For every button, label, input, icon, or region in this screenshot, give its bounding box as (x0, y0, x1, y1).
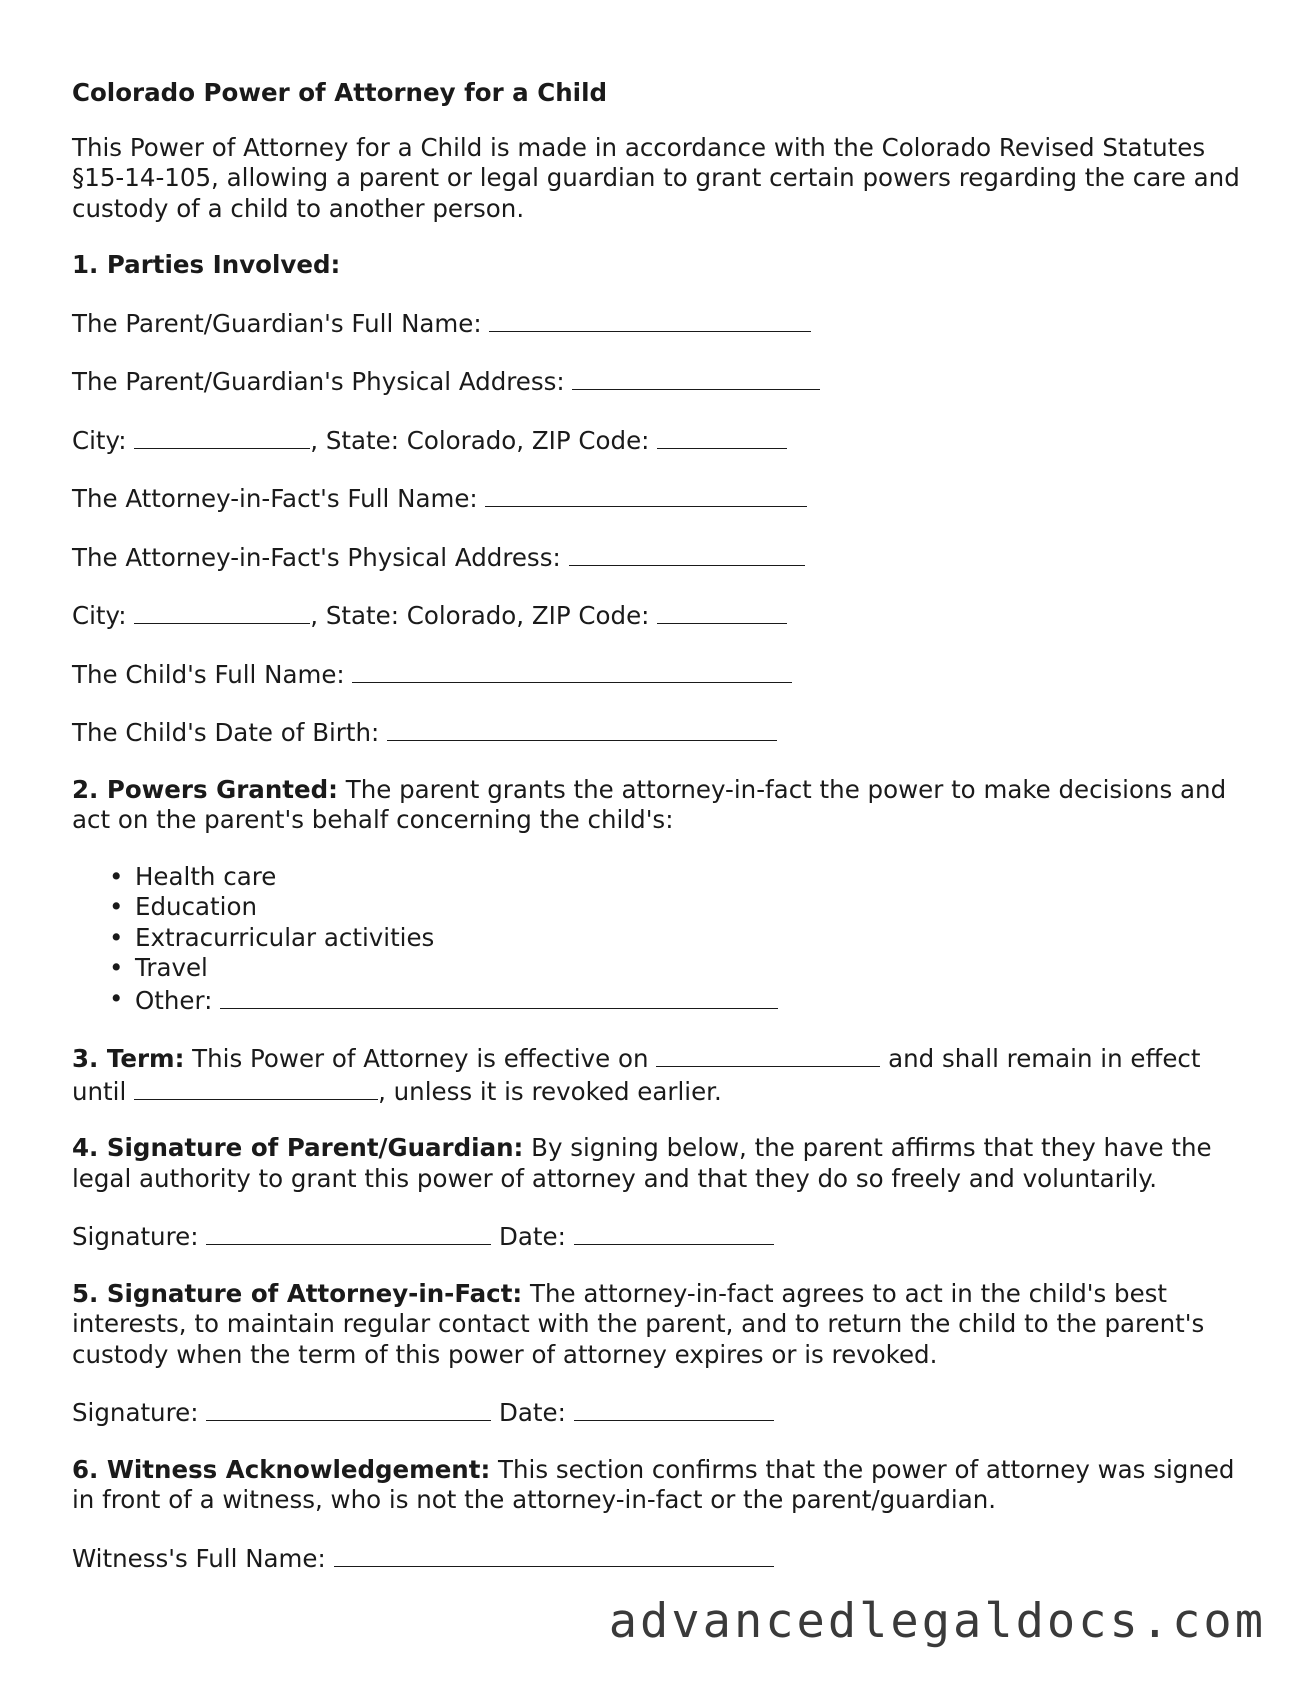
witness-name-label: Witness's Full Name: (72, 1543, 326, 1573)
list-item (135, 892, 1252, 923)
attorney-name-field (72, 482, 1252, 515)
signature-label: Signature: (72, 1398, 199, 1427)
child-name-blank[interactable] (352, 658, 792, 683)
parent-signature-blank[interactable] (206, 1220, 491, 1245)
attorney-signature-date-blank[interactable] (574, 1396, 774, 1421)
parent-name-blank[interactable] (489, 307, 811, 332)
witness-name-field (72, 1542, 1252, 1575)
section6-heading: 6. Witness Acknowledgement: (72, 1454, 491, 1484)
section2-heading: 2. Powers Granted: (72, 774, 338, 804)
list-item (135, 862, 1252, 893)
effective-date-blank[interactable] (656, 1042, 880, 1067)
document-title: Colorado Power of Attorney for a Child (72, 78, 608, 107)
child-dob-label: The Child's Date of Birth: (72, 718, 380, 747)
section6-text: This section confirms that the power of attorney was signed in front of a witness, who is not the attorney-in-fact or the parent/guardian. (72, 1454, 1235, 1514)
power-travel: Travel (135, 953, 208, 982)
section4-paragraph (72, 1133, 1252, 1194)
parent-address-blank[interactable] (572, 365, 820, 390)
section4-heading: 4. Signature of Parent/Guardian: (72, 1133, 524, 1162)
parent-city-zip-field (72, 424, 1252, 457)
section5-heading: 5. Signature of Attorney-in-Fact: (72, 1278, 523, 1308)
attorney-address-blank[interactable] (569, 541, 805, 566)
section5-paragraph (72, 1279, 1252, 1371)
child-dob-blank[interactable] (387, 716, 777, 741)
document-page (72, 78, 1252, 1600)
child-dob-field (72, 716, 1252, 749)
section5-text: The attorney-in-fact agrees to act in the child's best interests, to maintain regular contact with the parent, and to return the child to the parent's custody when the term of this power of attorney expires or is revoked. (72, 1278, 1205, 1369)
section1-heading: 1. Parties Involved: (72, 250, 341, 279)
city-label: City: (72, 425, 127, 455)
attorney-city-blank[interactable] (134, 599, 310, 624)
attorney-signature-blank[interactable] (206, 1396, 491, 1421)
section3-paragraph (72, 1042, 1252, 1107)
power-other: Other: (135, 985, 213, 1015)
intro-paragraph: This Power of Attorney for a Child is made in accordance with the Colorado Revised Statutes §15-14-105, allowing a parent or legal guardian to grant certain powers regarding the care and custody of a child to another person. (72, 132, 1240, 223)
power-extracurricular: Extracurricular activities (135, 922, 435, 952)
attorney-signature-field (72, 1396, 1252, 1429)
end-date-blank[interactable] (134, 1075, 378, 1100)
parent-address-label: The Parent/Guardian's Physical Address: (72, 367, 565, 396)
section3-text-c: , unless it is revoked earlier. (378, 1076, 722, 1106)
city-label: City: (72, 601, 127, 630)
section4-text: By signing below, the parent affirms that they have the legal authority to grant this power of attorney and that they do so freely and voluntarily. (72, 1133, 1212, 1193)
child-name-field (72, 658, 1252, 691)
list-item (135, 984, 1252, 1017)
section2-text: The parent grants the attorney-in-fact the power to make decisions and act on the parent's behalf concerning the child's: (72, 774, 1227, 834)
attorney-name-blank[interactable] (485, 482, 807, 507)
parent-name-label: The Parent/Guardian's Full Name: (72, 308, 482, 338)
state-zip-label: , State: Colorado, ZIP Code: (310, 425, 650, 455)
state-zip-label: , State: Colorado, ZIP Code: (310, 601, 650, 630)
attorney-address-label: The Attorney-in-Fact's Physical Address: (72, 542, 561, 572)
power-health-care: Health care (135, 861, 277, 891)
section2-paragraph (72, 775, 1252, 836)
parent-name-field (72, 307, 1252, 340)
list-item (135, 953, 1252, 984)
parent-address-field (72, 365, 1252, 398)
section3-text-b: and shall remain in effect until (72, 1044, 1201, 1106)
power-other-blank[interactable] (220, 984, 778, 1009)
section3-heading: 3. Term: (72, 1044, 185, 1073)
power-education: Education (135, 892, 257, 921)
date-label: Date: (499, 1222, 566, 1251)
powers-list (72, 862, 1252, 1017)
parent-city-blank[interactable] (134, 424, 310, 449)
list-item (135, 923, 1252, 954)
child-name-label: The Child's Full Name: (72, 659, 345, 689)
witness-name-blank[interactable] (334, 1542, 774, 1567)
attorney-address-field (72, 541, 1252, 574)
attorney-zip-blank[interactable] (657, 599, 787, 624)
parent-signature-date-blank[interactable] (574, 1220, 774, 1245)
parent-signature-field (72, 1220, 1252, 1253)
attorney-name-label: The Attorney-in-Fact's Full Name: (72, 484, 478, 513)
section3-text-a: This Power of Attorney is effective on (184, 1044, 657, 1073)
attorney-city-zip-field (72, 599, 1252, 632)
watermark-text: advancedlegaldocs.com (608, 1594, 1266, 1649)
signature-label: Signature: (72, 1222, 199, 1251)
section6-paragraph (72, 1455, 1252, 1516)
parent-zip-blank[interactable] (657, 424, 787, 449)
date-label: Date: (499, 1398, 566, 1427)
